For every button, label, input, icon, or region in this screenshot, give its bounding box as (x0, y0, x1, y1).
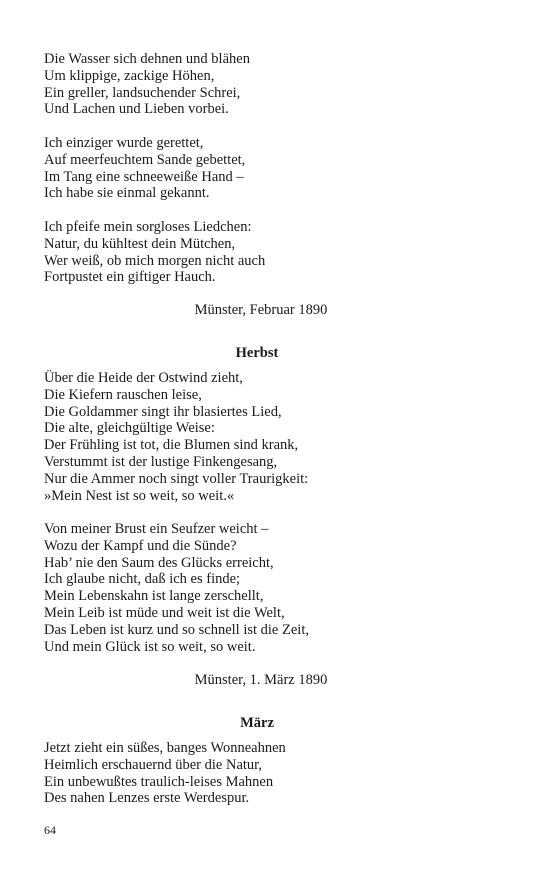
verse-line: Die Wasser sich dehnen und blähen (44, 51, 250, 67)
verse-line: Der Frühling ist tot, die Blumen sind krank, (44, 437, 299, 454)
verse-line: Heimlich erschauernd über die Natur, (44, 756, 263, 773)
verse-line: Hab’ nie den Saum des Glücks erreicht, (44, 554, 274, 571)
verse-line: Von meiner Brust ein Seufzer weicht – (44, 521, 269, 537)
poem-title-text: März (240, 715, 274, 731)
verse-line: Des nahen Lenzes erste Werdespur. (44, 790, 250, 807)
poem-title-text: Herbst (235, 345, 279, 361)
verse-line: Jetzt zieht ein süßes, banges Wonneahnen (44, 740, 286, 756)
dateline-text: Münster, 1. März 1890 (194, 672, 328, 688)
verse-line: Das Leben ist kurz und so schnell ist die Zeit, (44, 621, 309, 638)
verse-line: Um klippige, zackige Höhen, (44, 67, 215, 84)
poem1-stanza-3 (44, 219, 504, 286)
verse-line: Die Goldammer singt ihr blasiertes Lied, (44, 403, 282, 420)
verse-line: Wer weiß, ob mich morgen nicht auch (44, 252, 266, 269)
verse-line: Die Kiefern rauschen leise, (44, 386, 202, 403)
verse-line: Fortpustet ein giftiger Hauch. (44, 269, 216, 286)
verse-line: Wozu der Kampf und die Sünde? (44, 537, 237, 554)
poem1-stanza-2 (44, 135, 504, 202)
poem2-stanza-2 (44, 521, 504, 655)
verse-line: Über die Heide der Ostwind zieht, (44, 370, 243, 386)
verse-line: Mein Lebenskahn ist lange zerschellt, (44, 588, 264, 605)
verse-line: Natur, du kühltest dein Mütchen, (44, 235, 236, 252)
poem2-title (0, 345, 550, 362)
verse-line: Und mein Glück ist so weit, so weit. (44, 638, 256, 655)
verse-line: Mein Leib ist müde und weit ist die Welt, (44, 604, 285, 621)
verse-line: Und Lachen und Lieben vorbei. (44, 101, 229, 118)
poem1-dateline (0, 302, 550, 319)
verse-line: Nur die Ammer noch singt voller Traurigkeit: (44, 470, 309, 487)
verse-line: Ich habe sie einmal gekannt. (44, 185, 210, 202)
page-number: 64 (44, 823, 56, 837)
verse-line: Verstummt ist der lustige Finkengesang, (44, 453, 278, 470)
verse-line: Ich glaube nicht, daß ich es finde; (44, 571, 241, 588)
poem3-stanza-1 (44, 740, 504, 807)
poem1-stanza-1 (44, 51, 504, 118)
verse-line: Ein greller, landsuchender Schrei, (44, 84, 241, 101)
poem2-stanza-1 (44, 370, 504, 504)
dateline-text: Münster, Februar 1890 (194, 302, 328, 318)
verse-line: Auf meerfeuchtem Sande gebettet, (44, 151, 246, 168)
verse-line: Ein unbewußtes traulich-leises Mahnen (44, 773, 274, 790)
verse-line: Ich einziger wurde gerettet, (44, 135, 204, 151)
poem3-title (0, 715, 550, 732)
verse-line: »Mein Nest ist so weit, so weit.« (44, 487, 235, 504)
verse-line: Ich pfeife mein sorgloses Liedchen: (44, 219, 252, 235)
verse-line: Die alte, gleichgültige Weise: (44, 420, 215, 437)
poem2-dateline (0, 672, 550, 689)
verse-line: Im Tang eine schneeweiße Hand – (44, 168, 244, 185)
